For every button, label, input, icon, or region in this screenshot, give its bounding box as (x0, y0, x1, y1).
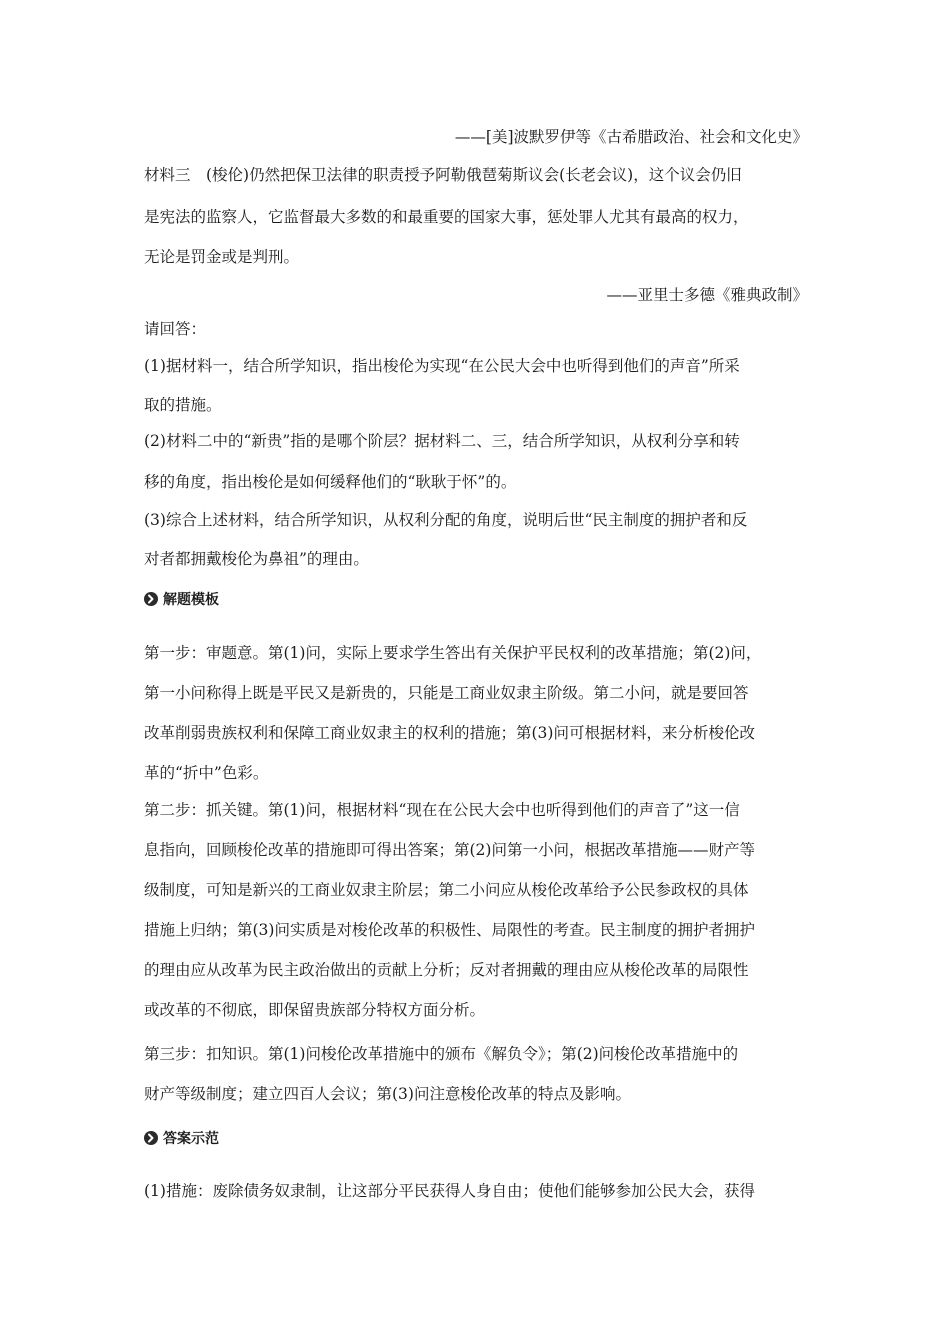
question-2-line-1: (2)材料二中的“新贵”指的是哪个阶层？据材料二、三，结合所学知识，从权利分享和转 (144, 432, 740, 450)
question-1-line-2: 取的措施。 (144, 396, 222, 414)
source-citation-1: ——[美]波默罗伊等《古希腊政治、社会和文化史》 (454, 128, 808, 146)
template-line-3: 改革削弱贵族权利和保障工商业奴隶主的权利的措施；第(3)问可根据材料，来分析梭伦改 (144, 724, 755, 742)
section-title-template: 解题模板 (163, 592, 219, 608)
template-line-4: 革的“折中”色彩。 (144, 764, 269, 782)
question-2-line-2: 移的角度，指出梭伦是如何缓释他们的“耿耿于怀”的。 (144, 473, 517, 491)
material-three-line-1: 材料三 (梭伦)仍然把保卫法律的职责授予阿勒俄琶菊斯议会(长老会议)，这个议会仍旧 (144, 166, 742, 184)
source-citation-2: ——亚里士多德《雅典政制》 (606, 286, 808, 304)
template-line-11: 第三步：扣知识。第(1)问梭伦改革措施中的颁布《解负令》；第(2)问梭伦改革措施中的 (144, 1045, 739, 1063)
section-heading-answer (144, 1128, 219, 1148)
question-3-line-1: (3)综合上述材料，结合所学知识，从权利分配的角度，说明后世“民主制度的拥护者和反 (144, 511, 748, 529)
question-3-line-2: 对者都拥戴梭伦为鼻祖”的理由。 (144, 550, 369, 568)
material-three-line-3: 无论是罚金或是判刑。 (144, 248, 300, 266)
arrow-right-circle-icon (144, 1131, 158, 1145)
template-line-5: 第二步：抓关键。第(1)问，根据材料“现在在公民大会中也听得到他们的声音了”这一信 (144, 801, 740, 819)
answer-prompt: 请回答： (144, 320, 207, 338)
template-line-12: 财产等级制度；建立四百人会议；第(3)问注意梭伦改革的特点及影响。 (144, 1085, 631, 1103)
template-line-2: 第一小问称得上既是平民又是新贵的，只能是工商业奴隶主阶级。第二小问，就是要回答 (144, 684, 749, 702)
template-line-8: 措施上归纳；第(3)问实质是对梭伦改革的积极性、局限性的考查。民主制度的拥护者拥护 (144, 921, 755, 939)
template-line-1: 第一步：审题意。第(1)问，实际上要求学生答出有关保护平民权利的改革措施；第(2)问， (144, 644, 762, 662)
template-line-9: 的理由应从改革为民主政治做出的贡献上分析；反对者拥戴的理由应从梭伦改革的局限性 (144, 961, 749, 979)
arrow-right-circle-icon (144, 592, 158, 606)
template-line-7: 级制度，可知是新兴的工商业奴隶主阶层；第二小问应从梭伦改革给予公民参政权的具体 (144, 881, 749, 899)
section-title-answer: 答案示范 (163, 1131, 219, 1147)
template-line-10: 或改革的不彻底，即保留贵族部分特权方面分析。 (144, 1001, 486, 1019)
answer-line-1: (1)措施：废除债务奴隶制，让这部分平民获得人身自由；使他们能够参加公民大会，获得 (144, 1182, 755, 1200)
section-heading-template (144, 589, 219, 609)
material-three-line-2: 是宪法的监察人，它监督最大多数的和最重要的国家大事，惩处罪人尤其有最高的权力， (144, 208, 749, 226)
template-line-6: 息指向，回顾梭伦改革的措施即可得出答案；第(2)问第一小问，根据改革措施——财产等 (144, 841, 755, 859)
question-1-line-1: (1)据材料一，结合所学知识，指出梭伦为实现“在公民大会中也听得到他们的声音”所采 (144, 357, 740, 375)
